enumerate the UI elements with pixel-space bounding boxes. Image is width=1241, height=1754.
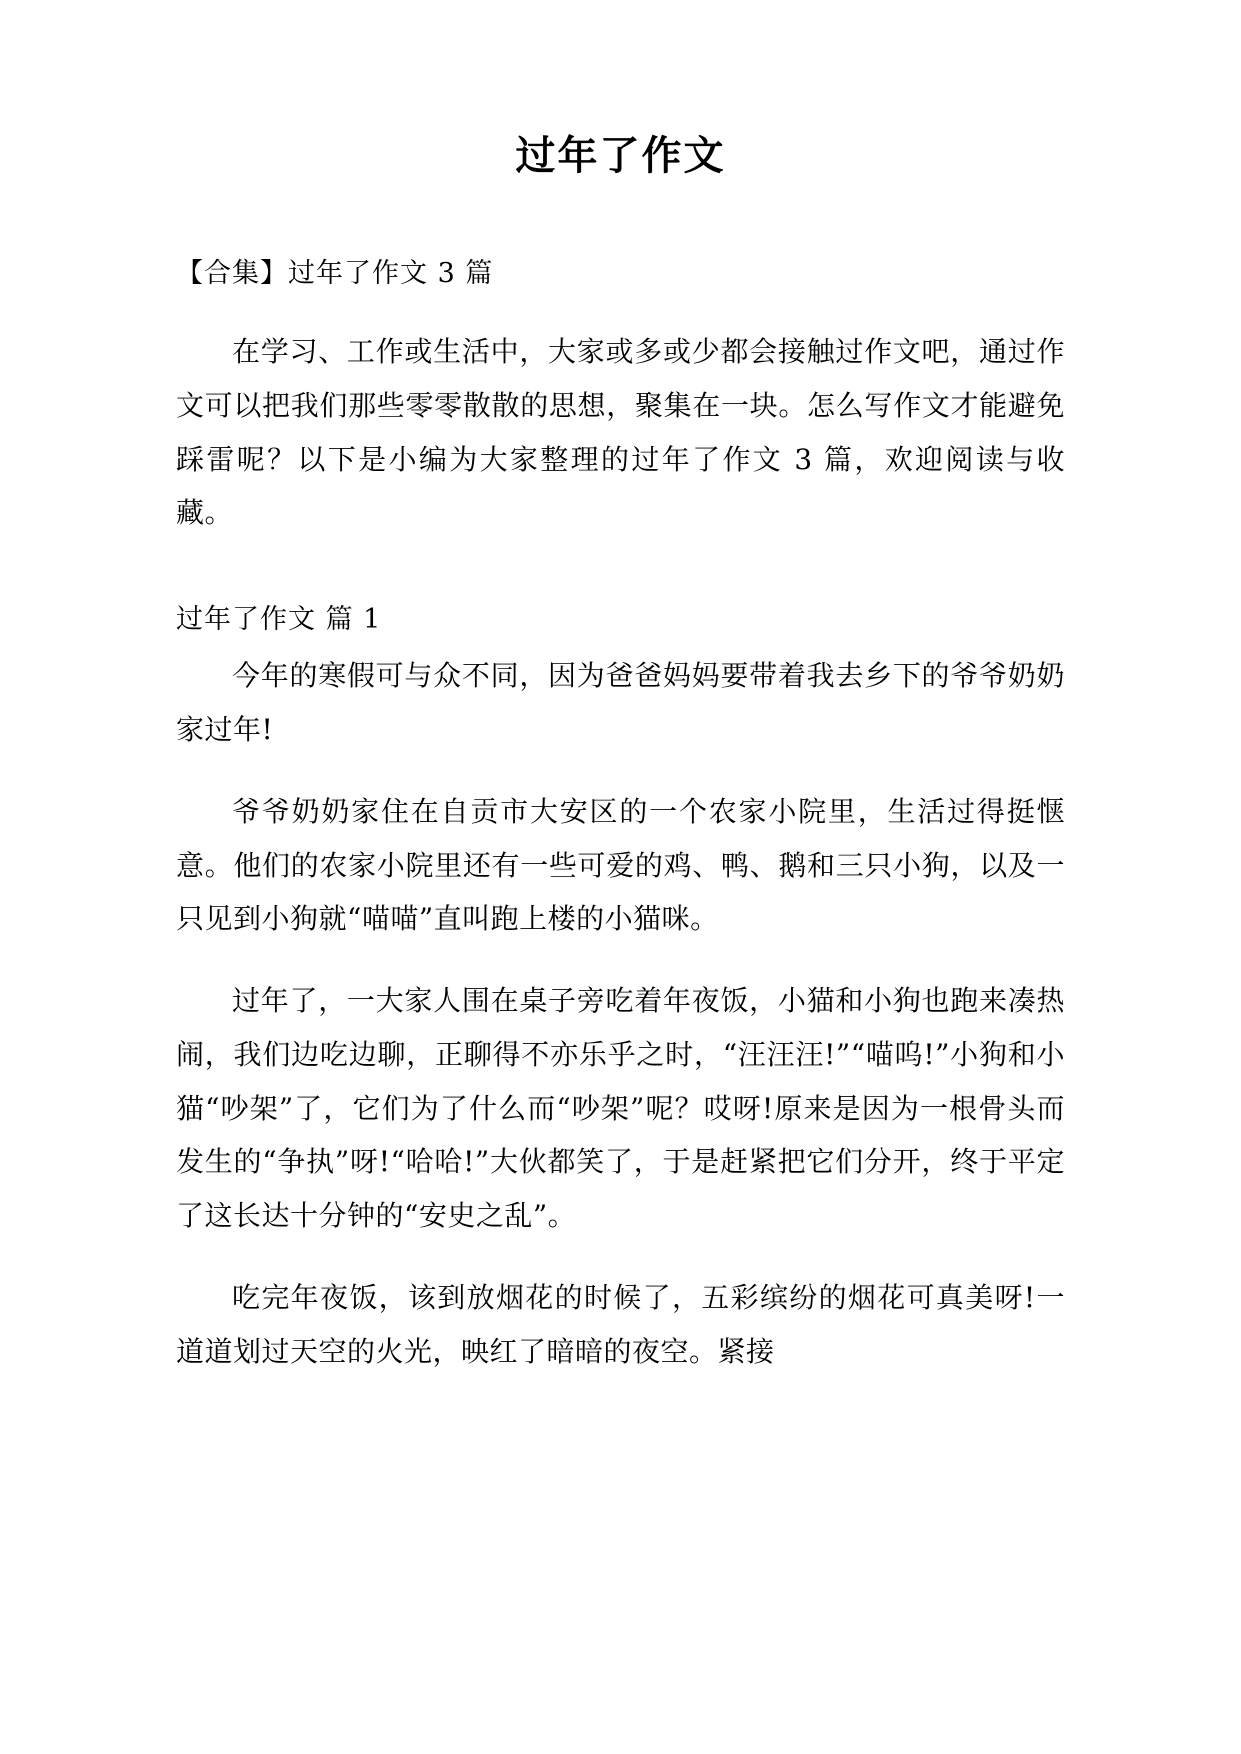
body-paragraph-4: 吃完年夜饭，该到放烟花的时候了，五彩缤纷的烟花可真美呀!一道道划过天空的火光，映红了暗暗的夜空。紧接 [176,1280,1065,1368]
body-paragraph-2: 爷爷奶奶家住在自贡市大安区的一个农家小院里，生活过得挺惬意。他们的农家小院里还有一些可爱的鸡、鸭、鹅和三只小狗，以及一只见到小狗就“喵喵”直叫跑上楼的小猫咪。 [176,794,1065,936]
body-paragraph-1: 今年的寒假可与众不同，因为爸爸妈妈要带着我去乡下的爷爷奶奶家过年! [176,659,1065,747]
section-heading: 过年了作文 篇 1 [176,604,382,636]
body-block [176,649,1065,1378]
intro-paragraph: 在学习、工作或生活中，大家或多或少都会接触过作文吧，通过作文可以把我们那些零零散散的思想，聚集在一块。怎么写作文才能避免踩雷呢？以下是小编为大家整理的过年了作文 3 篇，欢迎阅读与收藏。 [176,335,1065,530]
page-title: 过年了作文 [515,132,726,179]
document-subtitle: 【合集】过年了作文 3 篇 [176,258,494,289]
body-paragraph-3: 过年了，一大家人围在桌子旁吃着年夜饭，小猫和小狗也跑来凑热闹，我们边吃边聊，正聊得不亦乐乎之时，“汪汪汪!”“喵呜!”小狗和小猫“吵架”了，它们为了什么而“吵架”呢？哎呀!原来是因为一根骨头而发生的“争执”呀!“哈哈!”大伙都笑了，于是赶紧把它们分开，终于平定了这长达十分钟的“安史之乱”。 [176,984,1065,1233]
